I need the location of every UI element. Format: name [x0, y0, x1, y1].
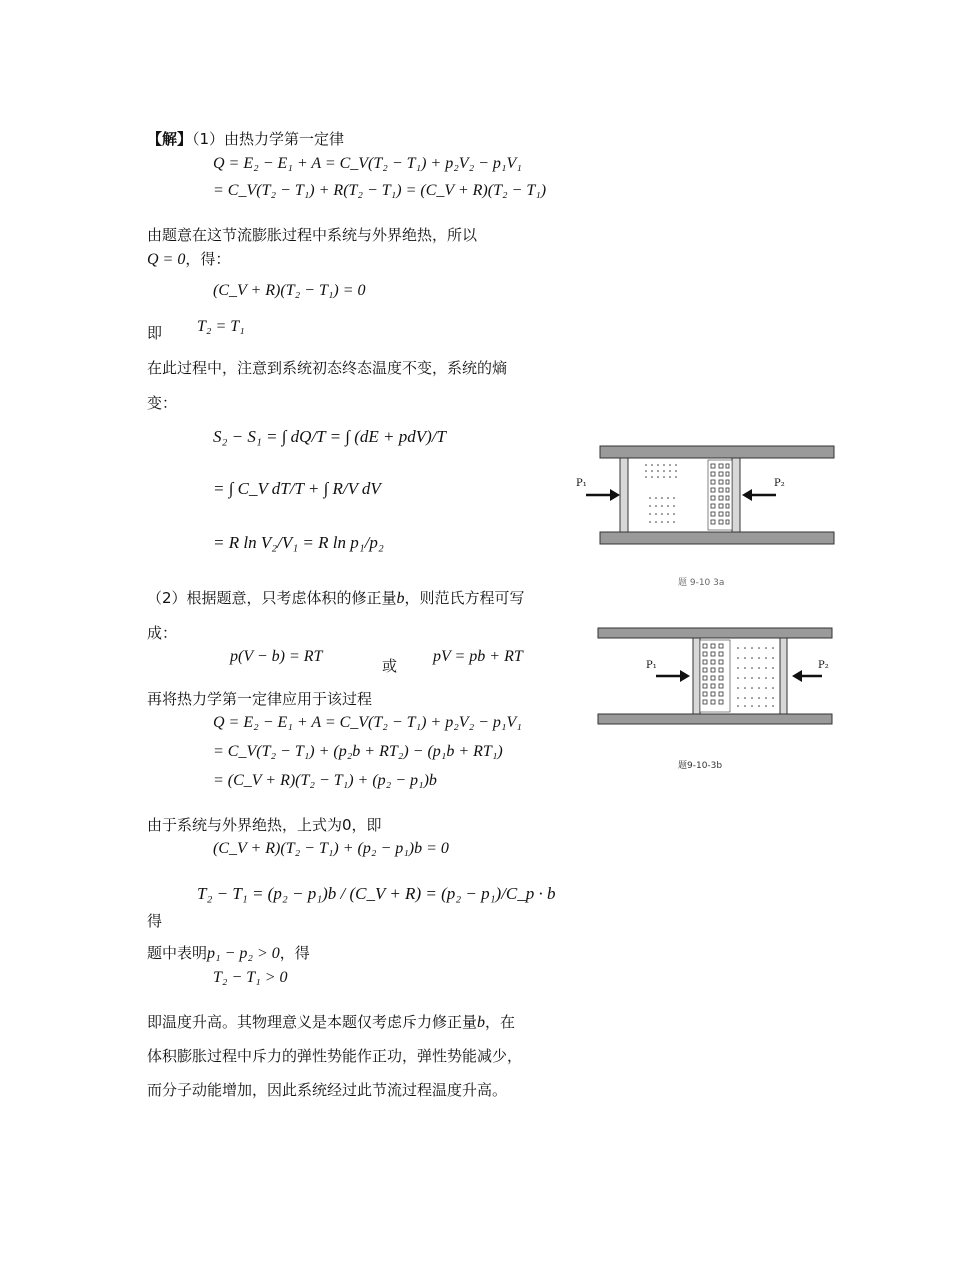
paragraph-adiabatic: 由题意在这节流膨胀过程中系统与外界绝热，所以 [147, 226, 478, 244]
equation-first-law-cont: = C_V(T₂ − T₁) + R(T₂ − T₁) = (C_V + R)(T₂ − T₁) [213, 182, 547, 199]
figure-throttling-a [570, 440, 840, 600]
equation-t-equal: T₂ = T₁ [197, 318, 245, 335]
paragraph-entropy: 在此过程中，注意到系统初态终态温度不变，系统的熵 [147, 359, 508, 377]
equation-vdw: p(V − b) = RT [230, 648, 323, 665]
text-condition-a: 题中表明 [147, 944, 208, 962]
solution-heading-text: （1）由热力学第一定律 [192, 130, 345, 148]
equation-temp-diff: T₂ − T₁ = (p₂ − p₁)b / (C_V + R) = (p₂ − p₁)/C_p · b [197, 884, 556, 903]
paragraph-meaning-2: 体积膨胀过程中斥力的弹性势能作正功，弹性势能减少， [147, 1047, 523, 1065]
paragraph-apply-first-law: 再将热力学第一定律应用于该过程 [147, 690, 373, 708]
paragraph-meaning-3: 而分子动能增加，因此系统经过此节流过程温度升高。 [147, 1081, 508, 1099]
equation-temp-rise: T₂ − T₁ > 0 [213, 969, 288, 986]
figure-a-caption: 题 9-10 3a [678, 578, 725, 588]
solution-bracket: 【解】 [147, 130, 193, 148]
equation-q-vdw-1: Q = E₂ − E₁ + A = C_V(T₂ − T₁) + p₂V₂ − p₁V₁ [213, 714, 522, 731]
figure-throttling-b [590, 622, 840, 772]
figure-a-p1-label: P₁ [576, 478, 587, 489]
text-meaning-a: 即温度升高。其物理意义是本题仅考虑斥力修正量 [147, 1013, 478, 1031]
equation-q-zero: Q = 0 [147, 251, 186, 268]
paragraph-entropy-cont: 变： [147, 394, 178, 412]
equation-entropy-3: = R ln V₂/V₁ = R ln p₁/p₂ [213, 533, 384, 552]
equation-condition: p₁ − p₂ > 0 [207, 945, 280, 962]
text-vdw-a: （2）根据题意，只考虑体积的修正量 [147, 589, 397, 607]
text-ji: 即 [147, 324, 163, 342]
solution-heading [147, 130, 344, 148]
symbol-b: b [396, 590, 405, 607]
paragraph-meaning [147, 1013, 515, 1032]
figure-b-p2-label: P₂ [818, 660, 829, 671]
equation-vdw-zero: (C_V + R)(T₂ − T₁) + (p₂ − p₁)b = 0 [213, 840, 449, 857]
paragraph-van-der-waals [147, 589, 525, 608]
text-huo: 或 [382, 657, 398, 675]
equation-entropy-2: = ∫ C_V dT/T + ∫ R/V dV [213, 479, 381, 498]
equation-first-law: Q = E₂ − E₁ + A = C_V(T₂ − T₁) + p₂V₂ − p₁V₁ [213, 155, 522, 172]
equation-vdw-alt: pV = pb + RT [433, 648, 523, 665]
figure-b-p1-label: P₁ [646, 660, 657, 671]
paragraph-adiabatic-zero: 由于系统与外界绝热，上式为0，即 [147, 816, 382, 834]
text-condition-b: ，得 [279, 944, 310, 962]
text-de: ，得： [185, 250, 231, 268]
figure-b-caption: 题9-10-3b [678, 761, 723, 771]
figure-a-p2-label: P₂ [774, 478, 785, 489]
line-q-zero [147, 250, 230, 269]
paragraph-vdw-cont: 成： [147, 624, 178, 642]
line-condition [147, 944, 310, 963]
symbol-b-2: b [477, 1014, 486, 1031]
equation-zero-product: (C_V + R)(T₂ − T₁) = 0 [213, 282, 366, 299]
equation-entropy-1: S₂ − S₁ = ∫ dQ/T = ∫ (dE + pdV)/T [213, 427, 446, 446]
equation-q-vdw-3: = (C_V + R)(T₂ − T₁) + (p₂ − p₁)b [213, 772, 437, 789]
text-vdw-b: ，则范氏方程可写 [404, 589, 525, 607]
equation-q-vdw-2: = C_V(T₂ − T₁) + (p₂b + RT₂) − (p₁b + RT₁) [213, 743, 503, 760]
text-de-2: 得 [147, 912, 163, 930]
text-meaning-b: ，在 [485, 1013, 516, 1031]
